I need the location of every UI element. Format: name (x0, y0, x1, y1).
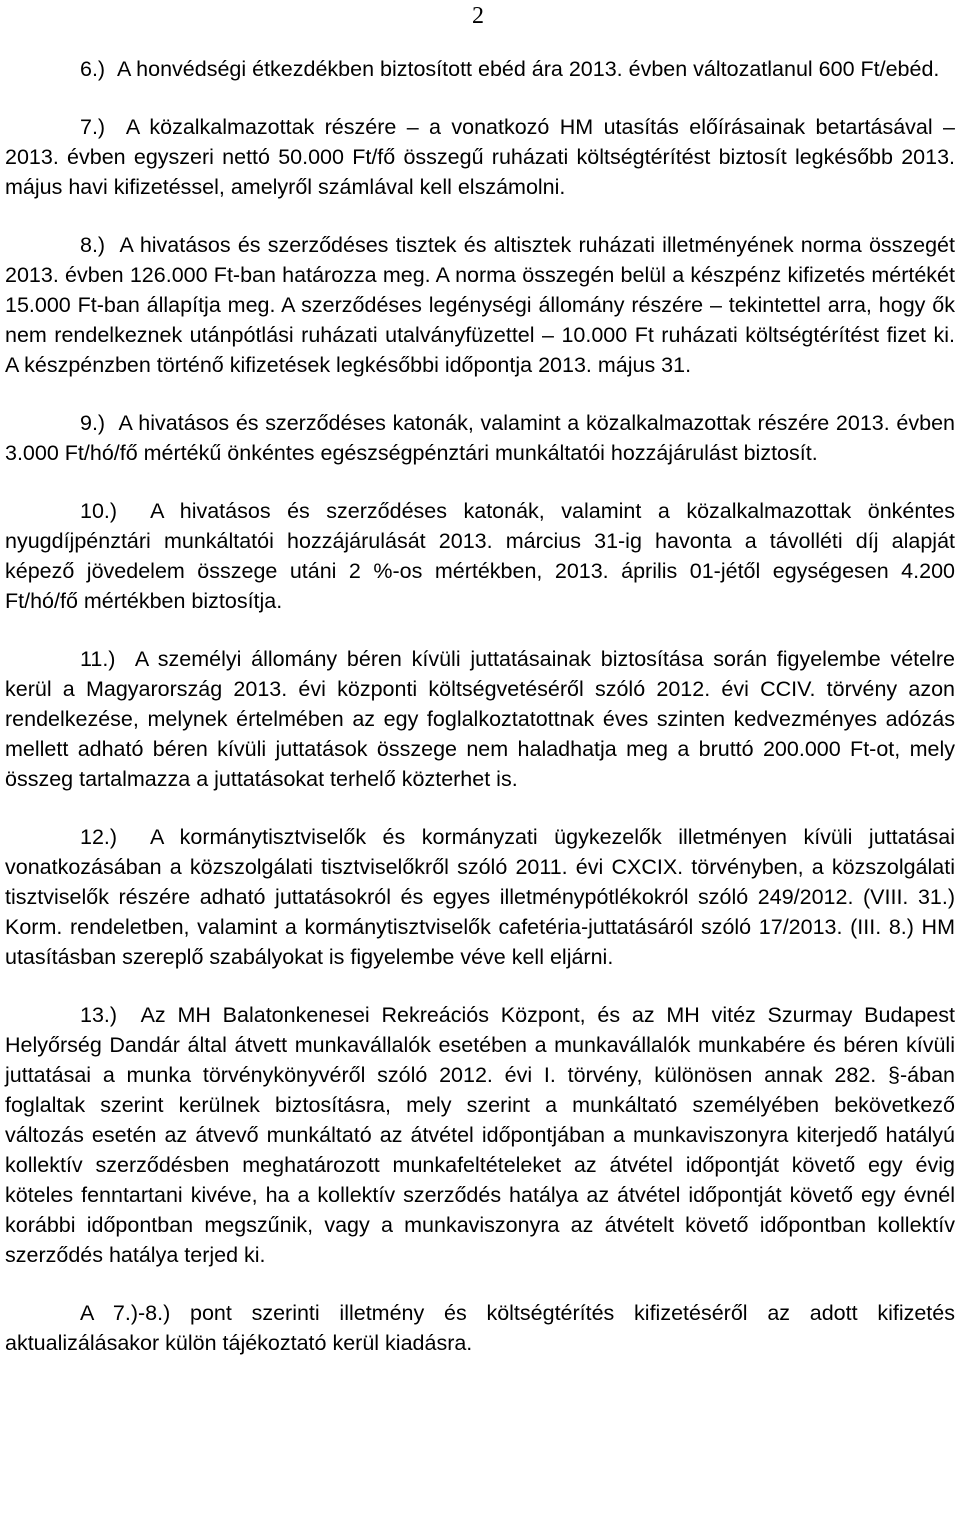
paragraph-10: 10.) A hivatásos és szerződéses katonák, valamint a közalkalmazottak önkéntes nyugdíjpénztári munkáltatói hozzájárulását 2013. március 31-ig havonta a távolléti díj alapját képező jövedelem összege utáni 2 %-os mértékben, 2013. április 01-jétől egységesen 4.200 Ft/hó/fő mértékben biztosítja. (5, 499, 955, 613)
paragraph-12: 12.) A kormánytisztviselők és kormányzati ügykezelők illetményen kívüli juttatásai vonatkozásában a közszolgálati tisztviselőkről szóló 2011. évi CXCIX. törvényben, a közszolgálati tisztviselők részére adható juttatásokról és egyes illetménypótlékokról szóló 249/2012. (VIII. 31.) Korm. rendeletben, valamint a kormánytisztviselők cafetéria-juttatásáról szóló 17/2013. (III. 8.) HM utasításban szereplő szabályokat is figyelembe véve kell eljárni. (5, 825, 955, 969)
paragraph-13: 13.) Az MH Balatonkenesei Rekreációs Központ, és az MH vitéz Szurmay Budapest Helyőrség Dandár által átvett munkavállalók esetében a munkavállalók munkabére és béren kívüli juttatásai a munka törvénykönyvéről szóló 2012. évi I. törvény, különösen annak 282. §-ában foglaltak szerint kerülnek biztosításra, mely szerint a munkáltató személyében bekövetkező változás esetén az átvevő munkáltató az átvétel időpontjában a munkaviszonyra kiterjedő hatályú kollektív szerződésben meghatározott munkafeltételeket az átvétel időpontját követő egy évig köteles fenntartani kivéve, ha a kollektív szerződés hatálya az átvétel időpontját követő egy évnél korábbi időpontban megszűnik, vagy a munkaviszonyra az átvételt követő időpontban kollektív szerződés hatálya terjed ki. (5, 1003, 955, 1267)
paragraph-11: 11.) A személyi állomány béren kívüli juttatásainak biztosítása során figyelembe vételre kerül a Magyarország 2013. évi központi költségvetéséről szóló 2012. évi CCIV. törvény azon rendelkezése, melynek értelmében az egy foglalkoztatottnak éves szinten kedvezményes adózás mellett adható béren kívüli juttatások összege nem haladhatja meg a bruttó 200.000 Ft-ot, mely összeg tartalmazza a juttatásokat terhelő közterhet is. (5, 647, 955, 791)
paragraph-6: 6.) A honvédségi étkezdékben biztosított ebéd ára 2013. évben változatlanul 600 Ft/ebéd. (80, 57, 940, 81)
paragraph-closing: A 7.)-8.) pont szerinti illetmény és költségtérítés kifizetéséről az adott kifizetés aktualizálásakor külön tájékoztató kerül kiadásra. (5, 1301, 955, 1355)
document-body (5, 54, 955, 1386)
paragraph-9: 9.) A hivatásos és szerződéses katonák, valamint a közalkalmazottak részére 2013. évben 3.000 Ft/hó/fő mértékű önkéntes egészségpénztári munkáltatói hozzájárulást biztosít. (5, 411, 955, 465)
paragraph-8: 8.) A hivatásos és szerződéses tisztek és altisztek ruházati illetményének norma összegét 2013. évben 126.000 Ft-ban határozza meg. A norma összegén belül a készpénz kifizetés mértékét 15.000 Ft-ban állapítja meg. A szerződéses legénységi állomány részére – tekintettel arra, hogy ők nem rendelkeznek utánpótlási ruházati utalványfüzettel – 10.000 Ft ruházati költségtérítést fizet ki. A készpénzben történő kifizetések legkésőbbi időpontja 2013. május 31. (5, 233, 955, 377)
paragraph-7: 7.) A közalkalmazottak részére – a vonatkozó HM utasítás előírásainak betartásával – 2013. évben egyszeri nettó 50.000 Ft/fő összegű ruházati költségtérítést biztosít legkésőbb 2013. május havi kifizetéssel, amelyről számlával kell elszámolni. (5, 115, 955, 199)
page-number: 2 (472, 3, 484, 29)
